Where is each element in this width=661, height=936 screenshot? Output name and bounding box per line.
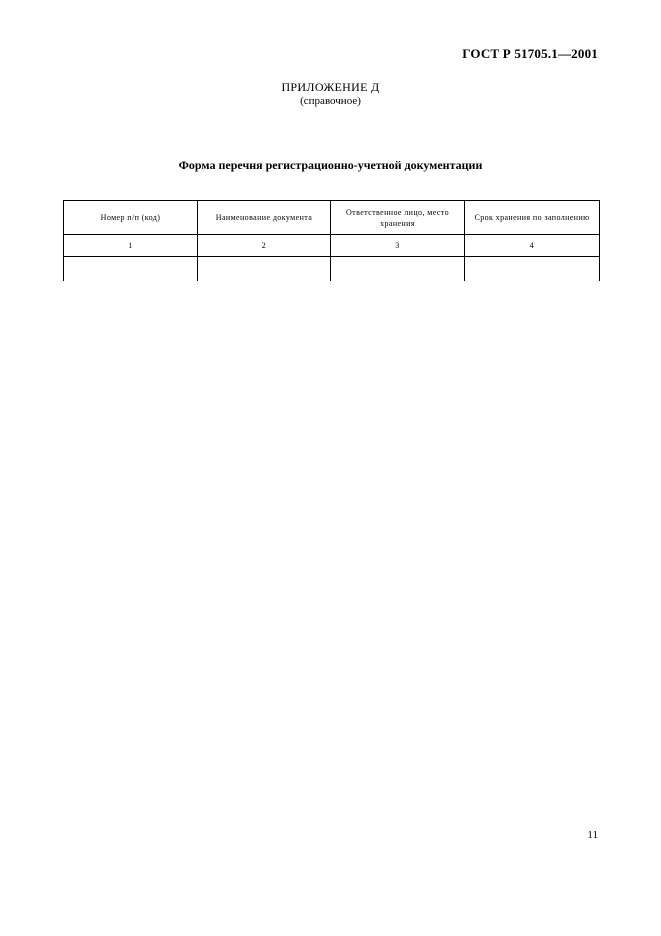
form-title: Форма перечня регистрационно-учетной документации xyxy=(178,158,483,172)
table-cell xyxy=(331,257,465,282)
page-number: 11 xyxy=(587,829,598,841)
appendix-heading xyxy=(0,80,661,108)
table-header-row xyxy=(64,201,600,235)
column-number: 1 xyxy=(64,235,198,257)
column-header-storage-period: Срок хранения по заполнению xyxy=(465,201,600,235)
standard-number: ГОСТ Р 51705.1—2001 xyxy=(462,46,598,61)
column-header-number: Номер п/п (код) xyxy=(64,201,198,235)
column-number: 2 xyxy=(198,235,331,257)
table-row xyxy=(64,257,600,282)
registration-table xyxy=(63,200,600,281)
column-number: 4 xyxy=(465,235,600,257)
column-header-document-name: Наименование документа xyxy=(198,201,331,235)
appendix-title: ПРИЛОЖЕНИЕ Д xyxy=(281,80,380,94)
column-header-responsible-person: Ответственное лицо, место хранения xyxy=(331,201,465,235)
appendix-subtitle: (справочное) xyxy=(300,95,361,107)
table-cell xyxy=(64,257,198,282)
column-number: 3 xyxy=(331,235,465,257)
table-cell xyxy=(198,257,331,282)
table-cell xyxy=(465,257,600,282)
column-number-row xyxy=(64,235,600,257)
